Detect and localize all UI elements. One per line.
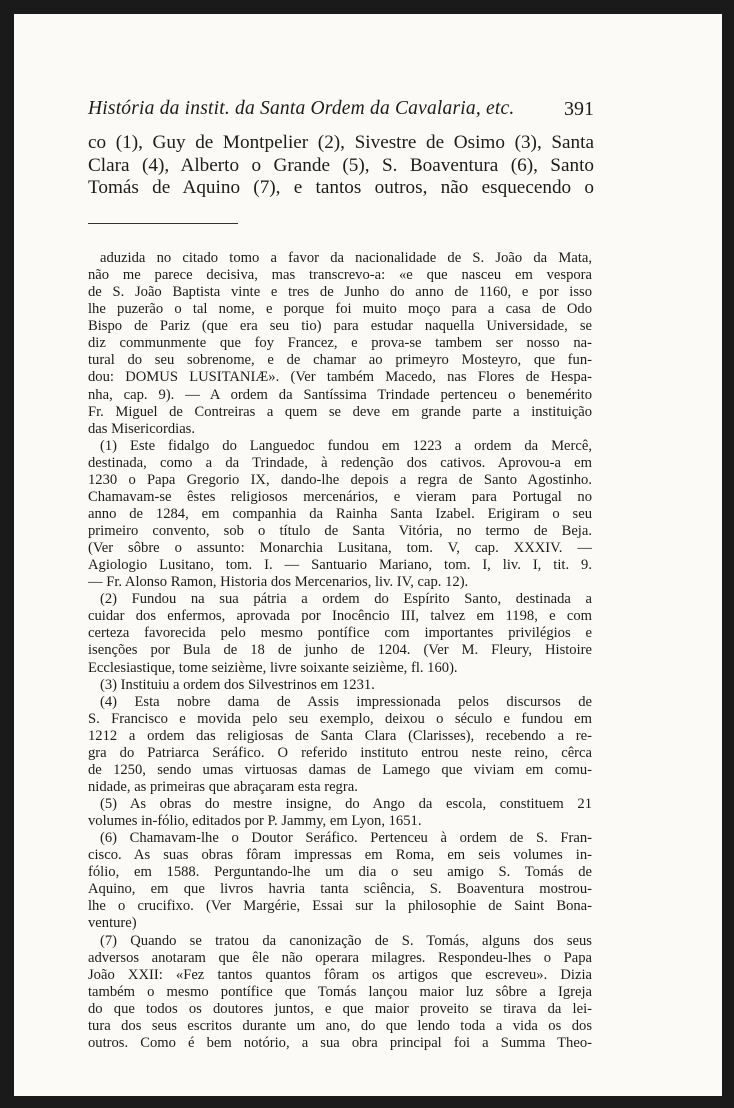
footnote-line: (5) As obras do mestre insigne, do Ango da escola, constituem 21 xyxy=(100,796,592,812)
footnote-line: dou: DOMUS LUSITANIÆ». (Ver também Macedo, nas Flores de Hespa- xyxy=(88,369,592,386)
footnote-line: (7) Quando se tratou da canonização de S. Tomás, alguns dos seus xyxy=(100,932,592,949)
footnote-line: cuidar dos enfermos, aprovada por Inocêncio III, talvez em 1198, e com xyxy=(88,608,592,625)
footnote-line: primeiro convento, sob o título de Santa Vitória, no termo de Beja. xyxy=(88,523,592,539)
footnote-line: 1230 o Papa Gregorio IX, dando-lhe depois a regra de Santo Agostinho. xyxy=(88,471,592,488)
running-title: História da instit. da Santa Ordem da Cavalaria, etc. xyxy=(88,98,515,119)
footnote-line: tura dos seus escritos durante um ano, do que lendo toda a vida os dos xyxy=(88,1017,592,1034)
footnote-line: (2) Fundou na sua pátria a ordem do Espírito Santo, destinada a xyxy=(100,591,592,608)
footnote-line: cisco. As suas obras fôram impressas em Roma, em seis volumes in- xyxy=(88,847,592,864)
footnote-line: (Ver sôbre o assunto: Monarchia Lusitana, tom. V, cap. XXXIV. — xyxy=(88,540,592,557)
footnote-line: também o mesmo pontífice que Tomás lançou maior luz sôbre a Igreja xyxy=(88,983,592,1000)
footnote-line: tural do seu sobrenome, e de chamar ao primeyro Mosteyro, que fun- xyxy=(88,352,592,369)
body-line: co (1), Guy de Montpelier (2), Sivestre de Osimo (3), Santa xyxy=(88,132,594,153)
footnote-line: diz communmente que foy Francez, e prova-se tambem ser nosso na- xyxy=(88,335,592,352)
footnote-line: Ecclesiastique, tome seizième, livre soixante seizième, fl. 160). xyxy=(88,659,458,676)
page-number: 391 xyxy=(564,98,594,120)
footnote-line: volumes in-fólio, editados por P. Jammy, em Lyon, 1651. xyxy=(88,813,422,830)
footnote-line: Agiologio Lusitano, tom. I. — Santuario Mariano, tom. I, liv. I, tit. 9. xyxy=(88,557,592,574)
footnote-line: Fr. Miguel de Contreiras a quem se deve em grande parte a instituição xyxy=(88,403,592,420)
footnote-line: das Misericordias. xyxy=(88,420,195,437)
footnote-line: (1) Este fidalgo do Languedoc fundou em 1223 a ordem da Mercê, xyxy=(100,437,592,454)
body-line: Tomás de Aquino (7), e tantos outros, não esquecendo o xyxy=(88,177,594,198)
footnote-line: (3) Instituiu a ordem dos Silvestrinos em 1231. xyxy=(100,676,375,693)
footnote-line: lhe o crucifixo. (Ver Margérie, Essai sur la philosophie de Saint Bona- xyxy=(88,898,592,915)
footnote-line: 1212 a ordem das religiosas de Santa Clara (Clarisses), recebendo a re- xyxy=(88,727,592,744)
footnote-line: nha, cap. 9). — A ordem da Santíssima Trindade pertenceu o benemérito xyxy=(88,386,592,403)
footnote-line: (4) Esta nobre dama de Assis impressionada pelos discursos de xyxy=(100,693,592,710)
main-text xyxy=(88,132,594,200)
footnote-line: (6) Chamavam-lhe o Doutor Seráfico. Pertenceu à ordem de S. Fran- xyxy=(100,830,592,847)
footnote-line: outros. Como é bem notório, a sua obra principal foi a Summa Theo- xyxy=(88,1034,592,1051)
body-line: Clara (4), Alberto o Grande (5), S. Boaventura (6), Santo xyxy=(88,154,594,176)
footnote-separator xyxy=(88,223,238,224)
footnote-line: adversos anotaram que êle não operara milagres. Respondeu-lhes o Papa xyxy=(88,949,592,966)
footnote-line: anno de 1284, em companhia da Rainha Santa Izabel. Erigiram o seu xyxy=(88,505,592,522)
footnote-line: certeza favorecida pelo mesmo pontífice com importantes privilégios e xyxy=(88,625,592,642)
footnote-line: do que todos os doutores juntos, e que maior proveito se tirava da lei- xyxy=(88,1000,592,1017)
footnote-line: Bispo de Pariz (que era seu tio) para estudar naquella Universidade, se xyxy=(88,318,592,335)
footnote-line: destinada, como a da Trindade, à redenção dos cativos. Aprovou-a em xyxy=(88,454,592,471)
footnote-line: — Fr. Alonso Ramon, Historia dos Mercenarios, liv. IV, cap. 12). xyxy=(88,574,469,591)
footnote-line: nidade, as primeiras que abraçaram esta regra. xyxy=(88,778,358,795)
footnote-line: venture) xyxy=(88,915,137,932)
footnote-line: de S. João Baptista vinte e tres de Junho do anno de 1160, e por isso xyxy=(88,284,592,301)
footnote-line: lhe puzerão o tal nome, e porque foi muito moço para a casa de Odo xyxy=(88,301,592,318)
footnotes xyxy=(88,250,592,1052)
footnote-line: Chamavam-se êstes religiosos mercenários, e vieram para Portugal no xyxy=(88,488,592,505)
footnote-line: isenções por Bula de 18 de junho de 1204. (Ver M. Fleury, Histoire xyxy=(88,642,592,659)
footnote-line: Aquino, em que livros havria tanta sciência, S. Boaventura mostrou- xyxy=(88,881,592,898)
footnote-line: João XXII: «Fez tantos quantos fôram os artigos que escreveu». Dizia xyxy=(88,966,592,983)
footnote-line: fólio, em 1588. Perguntando-lhe um dia o seu amigo S. Tomás de xyxy=(88,864,592,881)
footnote-line: S. Francisco e movida pelo seu exemplo, deixou o século e fundou em xyxy=(88,710,592,727)
footnote-line: não me parece decisiva, mas transcrevo-a: «e que nasceu em vespora xyxy=(88,267,592,284)
footnote-line: aduzida no citado tomo a favor da nacionalidade de S. João da Mata, xyxy=(100,250,592,266)
footnote-line: gra do Patriarca Seráfico. O referido instituto entrou neste reino, cêrca xyxy=(88,744,592,761)
footnote-line: de 1250, sendo umas virtuosas damas de Lamego que viviam em comu- xyxy=(88,761,592,778)
book-page xyxy=(14,14,722,1096)
